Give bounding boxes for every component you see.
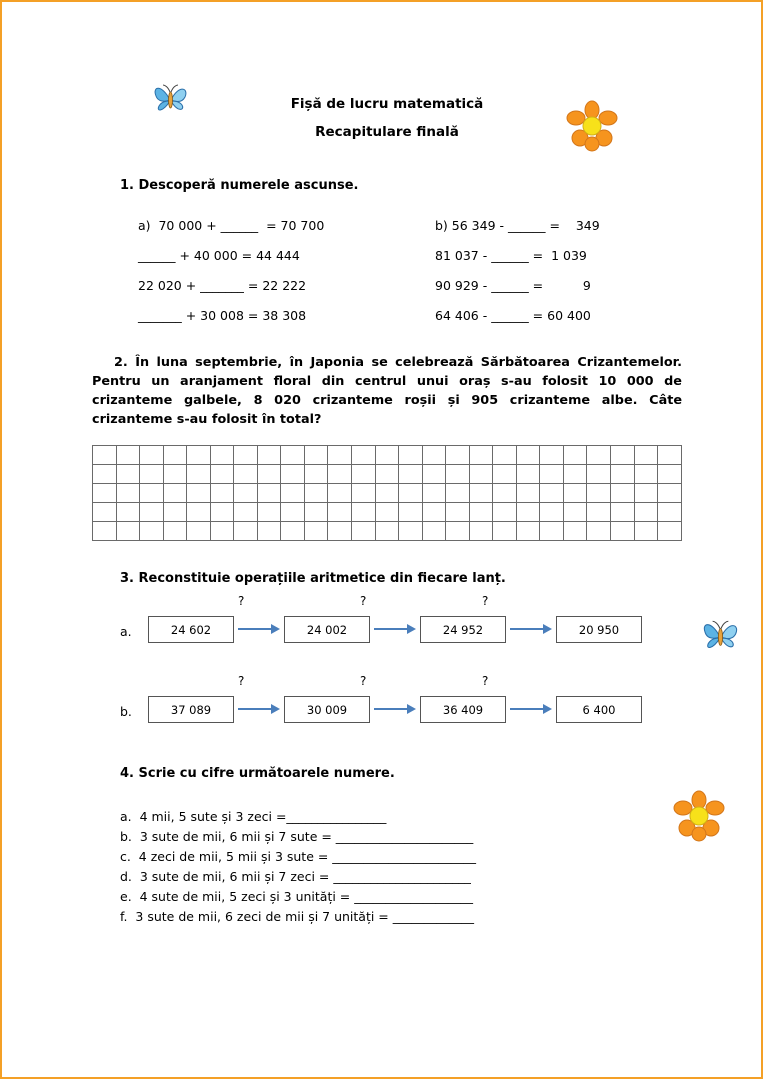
grid-cell[interactable] (257, 484, 281, 503)
grid-cell[interactable] (611, 484, 635, 503)
grid-cell[interactable] (140, 465, 164, 484)
exercise-1-item: 22 020 + _______ = 22 222 (138, 278, 307, 293)
grid-cell[interactable] (540, 484, 564, 503)
grid-cell[interactable] (446, 522, 470, 541)
grid-cell[interactable] (422, 484, 446, 503)
grid-cell[interactable] (493, 484, 517, 503)
chain-box[interactable]: 36 409 (420, 696, 506, 723)
grid-cell[interactable] (469, 522, 493, 541)
grid-cell[interactable] (540, 446, 564, 465)
grid-cell[interactable] (658, 446, 682, 465)
grid-cell[interactable] (587, 522, 611, 541)
list-item[interactable]: f. 3 sute de mii, 6 zeci de mii și 7 unități = _____________ (120, 909, 475, 924)
list-item[interactable]: a. 4 mii, 5 sute și 3 zeci =________________ (120, 809, 387, 824)
grid-cell[interactable] (540, 503, 564, 522)
grid-cell[interactable] (116, 503, 140, 522)
grid-cell[interactable] (540, 465, 564, 484)
grid-cell[interactable] (563, 484, 587, 503)
chain-row-b (92, 674, 682, 736)
grid-cell[interactable] (163, 522, 187, 541)
grid-cell[interactable] (446, 465, 470, 484)
grid-cell[interactable] (116, 465, 140, 484)
grid-cell[interactable] (658, 465, 682, 484)
chain-label: a. (120, 624, 132, 639)
title-line-2: Recapitulare finală (315, 124, 459, 140)
grid-cell[interactable] (352, 484, 376, 503)
grid-cell[interactable] (140, 446, 164, 465)
grid-cell[interactable] (281, 465, 305, 484)
grid-cell[interactable] (469, 446, 493, 465)
exercise-1-item: 90 929 - ______ = 9 (435, 278, 591, 293)
exercise-1-item: _______ + 30 008 = 38 308 (138, 308, 307, 323)
grid-cell[interactable] (563, 503, 587, 522)
chain-box[interactable]: 24 002 (284, 616, 370, 643)
grid-cell[interactable] (446, 446, 470, 465)
grid-cell[interactable] (187, 465, 211, 484)
grid-cell[interactable] (375, 465, 399, 484)
grid-cell[interactable] (493, 465, 517, 484)
exercise-1-item: a) 70 000 + ______ = 70 700 (138, 218, 325, 233)
exercise-1-body (92, 211, 682, 331)
grid-cell[interactable] (587, 484, 611, 503)
answer-grid[interactable] (92, 445, 682, 541)
grid-cell[interactable] (234, 484, 258, 503)
list-item[interactable]: e. 4 sute de mii, 5 zeci și 3 unități = ___________________ (120, 889, 474, 904)
grid-cell[interactable] (399, 503, 423, 522)
grid-cell[interactable] (328, 522, 352, 541)
grid-cell[interactable] (352, 446, 376, 465)
document-header (92, 72, 682, 152)
grid-cell[interactable] (116, 484, 140, 503)
grid-row (93, 503, 682, 522)
exercise-4-heading: 4. Scrie cu cifre următoarele numere. (120, 766, 395, 781)
grid-cell[interactable] (93, 446, 117, 465)
chain-box[interactable]: 24 952 (420, 616, 506, 643)
grid-cell[interactable] (493, 446, 517, 465)
grid-cell[interactable] (634, 503, 658, 522)
page-title (177, 72, 597, 146)
exercise-1-column-a (138, 211, 385, 331)
exercise-1-heading: 1. Descoperă numerele ascunse. (120, 178, 359, 193)
grid-cell[interactable] (399, 446, 423, 465)
grid-cell[interactable] (375, 503, 399, 522)
grid-row (93, 484, 682, 503)
grid-cell[interactable] (611, 503, 635, 522)
grid-cell[interactable] (304, 446, 328, 465)
exercise-1-item: b) 56 349 - ______ = 349 (435, 218, 600, 233)
grid-cell[interactable] (234, 446, 258, 465)
grid-cell[interactable] (634, 446, 658, 465)
grid-cell[interactable] (187, 446, 211, 465)
grid-cell[interactable] (93, 465, 117, 484)
grid-cell[interactable] (493, 522, 517, 541)
grid-cell[interactable] (563, 446, 587, 465)
exercise-2-text (92, 353, 682, 429)
chain-box[interactable]: 6 400 (556, 696, 642, 723)
question-mark: ? (482, 594, 489, 608)
grid-cell[interactable] (399, 522, 423, 541)
grid-row (93, 522, 682, 541)
grid-cell[interactable] (163, 446, 187, 465)
question-mark: ? (360, 594, 367, 608)
grid-cell[interactable] (634, 522, 658, 541)
flower-icon (564, 100, 620, 156)
grid-cell[interactable] (446, 503, 470, 522)
grid-cell[interactable] (281, 522, 305, 541)
grid-cell[interactable] (140, 503, 164, 522)
grid-cell[interactable] (187, 484, 211, 503)
grid-cell[interactable] (304, 522, 328, 541)
grid-cell[interactable] (163, 465, 187, 484)
grid-cell[interactable] (328, 484, 352, 503)
grid-cell[interactable] (116, 522, 140, 541)
grid-cell[interactable] (328, 446, 352, 465)
grid-cell[interactable] (163, 484, 187, 503)
grid-cell[interactable] (611, 522, 635, 541)
grid-cell[interactable] (611, 446, 635, 465)
grid-cell[interactable] (210, 484, 234, 503)
grid-cell[interactable] (422, 522, 446, 541)
grid-cell[interactable] (257, 522, 281, 541)
exercise-2-statement: 2. În luna septembrie, în Japonia se celebrează Sărbătoarea Crizantemelor. Pentru un aranjament floral din centrul unui oraș s-au folosit 10 000 de crizanteme galbele, 8 020 crizanteme roșii și 905 crizanteme albe. Câte crizanteme s-au folosit în total? (92, 355, 682, 427)
grid-cell[interactable] (469, 503, 493, 522)
grid-cell[interactable] (257, 446, 281, 465)
grid-cell[interactable] (93, 484, 117, 503)
grid-cell[interactable] (281, 484, 305, 503)
grid-cell[interactable] (422, 446, 446, 465)
grid-cell[interactable] (634, 465, 658, 484)
grid-cell[interactable] (210, 522, 234, 541)
question-mark: ? (238, 674, 245, 688)
grid-cell[interactable] (210, 503, 234, 522)
grid-cell[interactable] (493, 503, 517, 522)
grid-cell[interactable] (658, 484, 682, 503)
grid-cell[interactable] (446, 484, 470, 503)
chain-box[interactable]: 20 950 (556, 616, 642, 643)
list-item[interactable]: c. 4 zeci de mii, 5 mii și 3 sute = _______________________ (120, 849, 477, 864)
grid-cell[interactable] (611, 465, 635, 484)
exercise-1-item: 81 037 - ______ = 1 039 (435, 248, 587, 263)
grid-cell[interactable] (516, 503, 540, 522)
grid-cell[interactable] (399, 484, 423, 503)
exercise-3-heading: 3. Reconstituie operațiile aritmetice din fiecare lanț. (120, 571, 506, 586)
grid-cell[interactable] (210, 465, 234, 484)
chain-box[interactable]: 37 089 (148, 696, 234, 723)
chain-box[interactable]: 30 009 (284, 696, 370, 723)
grid-cell[interactable] (516, 446, 540, 465)
grid-cell[interactable] (516, 522, 540, 541)
grid-cell[interactable] (234, 465, 258, 484)
grid-cell[interactable] (281, 446, 305, 465)
grid-cell[interactable] (540, 522, 564, 541)
grid-cell[interactable] (375, 522, 399, 541)
chain-box[interactable]: 24 602 (148, 616, 234, 643)
grid-cell[interactable] (116, 446, 140, 465)
grid-cell[interactable] (563, 522, 587, 541)
chain-label: b. (120, 704, 132, 719)
title-line-1: Fișă de lucru matematică (290, 96, 484, 112)
grid-cell[interactable] (257, 465, 281, 484)
exercise-1-item: ______ + 40 000 = 44 444 (138, 248, 300, 263)
grid-cell[interactable] (469, 465, 493, 484)
question-mark: ? (360, 674, 367, 688)
flower-icon (671, 790, 727, 846)
grid-cell[interactable] (658, 522, 682, 541)
grid-cell[interactable] (281, 503, 305, 522)
grid-cell[interactable] (187, 522, 211, 541)
grid-cell[interactable] (234, 503, 258, 522)
grid-cell[interactable] (352, 465, 376, 484)
grid-cell[interactable] (658, 503, 682, 522)
grid-cell[interactable] (375, 446, 399, 465)
grid-row (93, 446, 682, 465)
grid-cell[interactable] (634, 484, 658, 503)
grid-cell[interactable] (93, 503, 117, 522)
grid-cell[interactable] (352, 503, 376, 522)
exercise-1-column-b (385, 211, 682, 331)
grid-cell[interactable] (140, 522, 164, 541)
grid-cell[interactable] (422, 465, 446, 484)
grid-cell[interactable] (587, 503, 611, 522)
grid-cell[interactable] (163, 503, 187, 522)
grid-cell[interactable] (516, 484, 540, 503)
butterfly-icon (150, 80, 192, 124)
grid-cell[interactable] (352, 522, 376, 541)
worksheet-content (92, 72, 682, 927)
grid-cell[interactable] (304, 503, 328, 522)
grid-row (93, 465, 682, 484)
grid-cell[interactable] (587, 446, 611, 465)
grid-cell[interactable] (234, 522, 258, 541)
exercise-4-list (92, 807, 682, 927)
exercise-1-item: 64 406 - ______ = 60 400 (435, 308, 591, 323)
grid-cell[interactable] (187, 503, 211, 522)
list-item[interactable]: b. 3 sute de mii, 6 mii și 7 sute = ______________________ (120, 829, 474, 844)
butterfly-icon (699, 616, 743, 662)
question-mark: ? (238, 594, 245, 608)
grid-cell[interactable] (140, 484, 164, 503)
grid-cell[interactable] (304, 465, 328, 484)
grid-cell[interactable] (516, 465, 540, 484)
grid-cell[interactable] (587, 465, 611, 484)
grid-cell[interactable] (328, 465, 352, 484)
grid-cell[interactable] (469, 484, 493, 503)
chain-row-a (92, 594, 682, 656)
grid-cell[interactable] (375, 484, 399, 503)
grid-cell[interactable] (399, 465, 423, 484)
grid-cell[interactable] (304, 484, 328, 503)
grid-cell[interactable] (328, 503, 352, 522)
grid-cell[interactable] (93, 522, 117, 541)
list-item[interactable]: d. 3 sute de mii, 6 mii și 7 zeci = ______________________ (120, 869, 471, 884)
grid-cell[interactable] (257, 503, 281, 522)
grid-cell[interactable] (422, 503, 446, 522)
question-mark: ? (482, 674, 489, 688)
grid-cell[interactable] (210, 446, 234, 465)
grid-cell[interactable] (563, 465, 587, 484)
